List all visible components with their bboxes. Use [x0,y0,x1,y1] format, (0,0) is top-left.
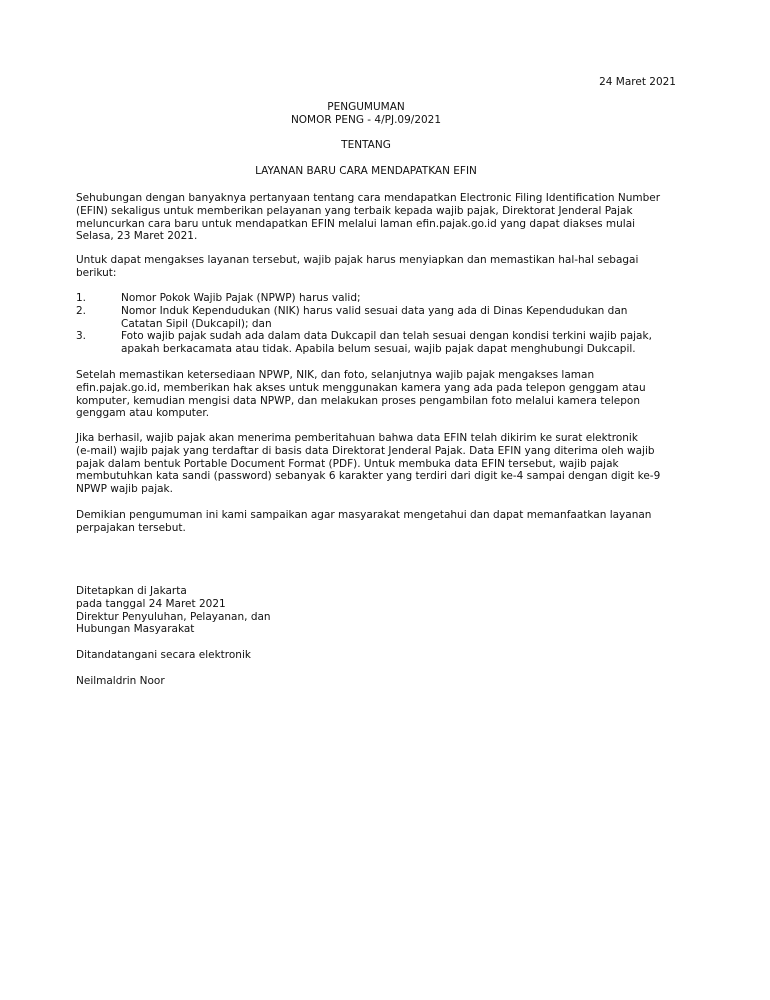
signature-block [76,585,271,636]
text-line: efin.pajak.go.id, memberikan hak akses untuk menggunakan kamera yang ada pada telepon genggam atau [76,381,646,394]
announcement-title: PENGUMUMAN [327,101,405,113]
list-item [76,330,652,356]
text-line: Setelah memastikan ketersediaan NPWP, NIK, dan foto, selanjutnya wajib pajak mengakses laman [76,369,595,381]
paragraph-result [76,432,660,496]
text-line: (e-mail) wajib pajak yang terdaftar di basis data Direktorat Jenderal Pajak. Data EFIN yang diterima oleh wajib [76,444,655,457]
list-item-text: Nomor Induk Kependudukan (NIK) harus valid sesuai data yang ada di Dinas Kependudukan dan [121,304,628,317]
text-line: Selasa, 23 Maret 2021. [76,230,198,243]
list-item-text: Catatan Sipil (Dukcapil); dan [121,317,272,330]
list-item-text: Foto wajib pajak sudah ada dalam data Dukcapil dan telah sesuai dengan kondisi terkini wajib pajak, [121,330,652,343]
text-line: berikut: [76,266,117,279]
list-item-text: Nomor Pokok Wajib Pajak (NPWP) harus valid; [121,292,361,304]
text-line: Ditetapkan di Jakarta [76,585,187,597]
text-line: Jika berhasil, wajib pajak akan menerima pemberitahuan bahwa data EFIN telah dikirim ke surat elektronik [76,432,638,444]
list-item [76,305,652,331]
text-line: Untuk dapat mengakses layanan tersebut, wajib pajak harus menyiapkan dan memastikan hal-hal sebagai [76,254,639,266]
paragraph-requirements [76,254,638,280]
text-line: pada tanggal 24 Maret 2021 [76,597,226,610]
signed-electronically: Ditandatangani secara elektronik [76,649,251,661]
text-line: perpajakan tersebut. [76,521,186,534]
paragraph-intro [76,192,660,243]
announcement-subject: LAYANAN BARU CARA MENDAPATKAN EFIN [255,165,477,177]
about-label: TENTANG [341,139,391,151]
text-line: membutuhkan kata sandi (password) sebanyak 6 karakter yang terdiri dari digit ke-4 sampai dengan digit ke-9 [76,470,661,483]
signatory-name: Neilmaldrin Noor [76,675,165,687]
list-item-text: apakah berkacamata atau tidak. Apabila belum sesuai, wajib pajak dapat menghubungi Dukcapil. [121,343,636,356]
text-line: Hubungan Masyarakat [76,623,195,636]
text-line: pajak dalam bentuk Portable Document Format (PDF). Untuk membuka data EFIN tersebut, wajib pajak [76,457,619,470]
text-line: Sehubungan dengan banyaknya pertanyaan tentang cara mendapatkan Electronic Filing Identification Number [76,192,661,204]
announcement-number: NOMOR PENG - 4/PJ.09/2021 [290,114,442,126]
text-line: Direktur Penyuluhan, Pelayanan, dan [76,610,271,623]
paragraph-procedure [76,369,646,420]
list-number: 3. [76,330,87,343]
list-item [76,292,652,305]
list-number: 2. [76,304,87,317]
text-line: NPWP wajib pajak. [76,483,173,496]
text-line: genggam atau komputer. [76,407,210,420]
requirements-list [76,292,652,356]
text-line: (EFIN) sekaligus untuk memberikan pelayanan yang terbaik kepada wajib pajak, Direktorat Jenderal Pajak [76,204,633,217]
list-number: 1. [76,292,87,304]
document-date: 24 Maret 2021 [599,76,676,88]
text-line: Demikian pengumuman ini kami sampaikan agar masyarakat mengetahui dan dapat memanfaatkan layanan [76,509,652,521]
paragraph-closing [76,509,651,535]
text-line: komputer, kemudian mengisi data NPWP, dan melakukan proses pengambilan foto melalui kamera telepon [76,394,641,407]
text-line: meluncurkan cara baru untuk mendapatkan EFIN melalui laman efin.pajak.go.id yang dapat diakses mulai [76,217,636,230]
